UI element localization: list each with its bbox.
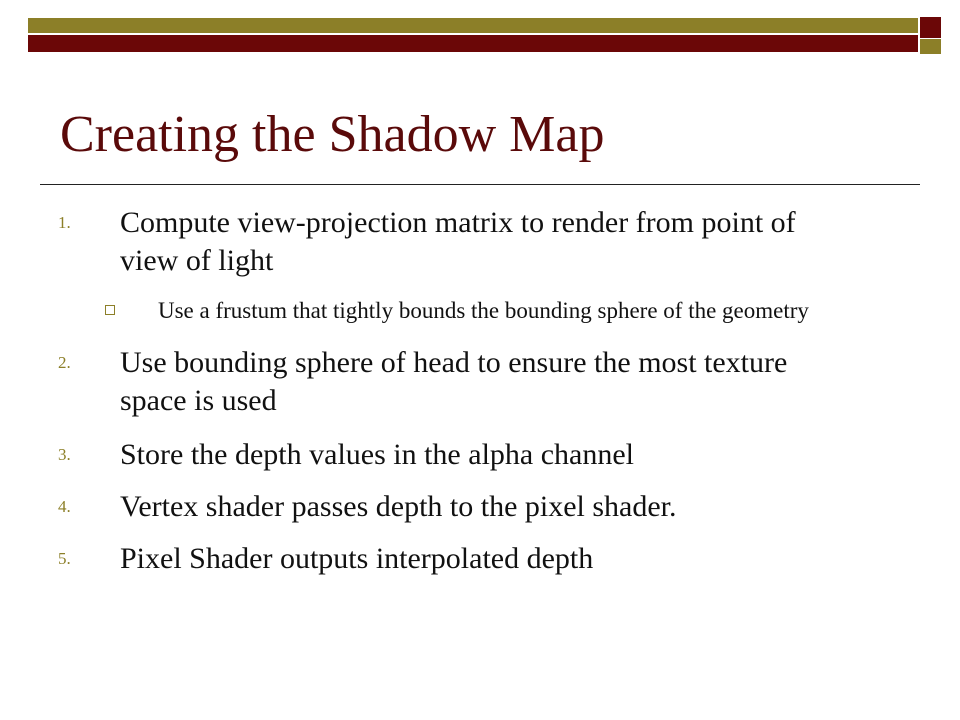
corner-olive-square — [920, 39, 941, 54]
list-item-5 — [58, 540, 860, 578]
list-item-number: 2. — [58, 353, 71, 372]
list-item-number: 5. — [58, 549, 71, 568]
top-decorative-band — [28, 18, 918, 52]
list-item-text: Vertex shader passes depth to the pixel shader. — [120, 490, 677, 523]
hollow-square-bullet-icon — [105, 305, 115, 315]
title-divider — [40, 184, 920, 185]
corner-red-square — [920, 17, 941, 38]
list-item-1 — [58, 204, 860, 280]
slide-content — [0, 204, 960, 578]
sub-list-item-1 — [158, 294, 898, 328]
list-item-3 — [58, 436, 860, 474]
list-item-number: 1. — [58, 213, 71, 232]
list-item-text: Compute view-projection matrix to render from point of view of light — [120, 206, 796, 277]
top-band-red-stripe — [28, 35, 918, 52]
list-item-number: 3. — [58, 445, 71, 464]
list-item-text: Use bounding sphere of head to ensure the most texture space is used — [120, 346, 788, 417]
list-item-text: Store the depth values in the alpha channel — [120, 438, 634, 471]
sub-list-item-text: Use a frustum that tightly bounds the bounding sphere of the geometry — [158, 298, 809, 323]
slide-title: Creating the Shadow Map — [60, 106, 605, 163]
list-item-4 — [58, 488, 860, 526]
list-item-text: Pixel Shader outputs interpolated depth — [120, 542, 594, 575]
top-band-olive-stripe — [28, 18, 918, 33]
list-item-2 — [58, 344, 860, 420]
list-item-number: 4. — [58, 497, 71, 516]
